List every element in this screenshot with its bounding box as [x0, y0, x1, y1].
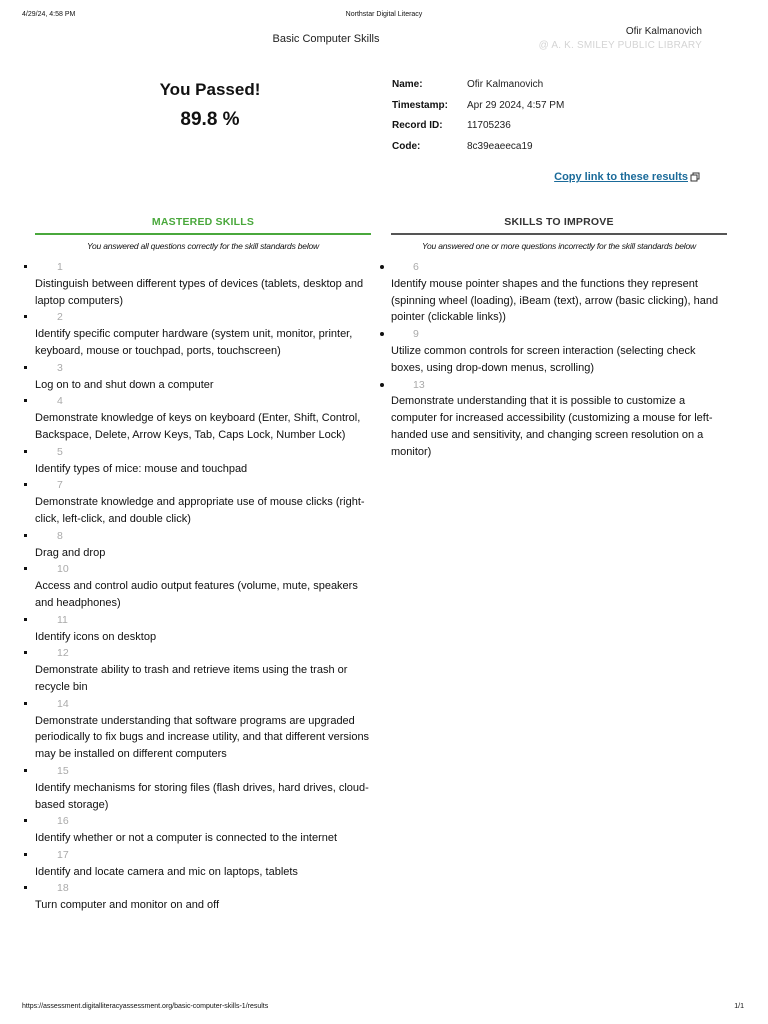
skill-text: Demonstrate understanding that it is possible to customize a computer for increased accessibility (customizing a mouse for left-handed use and sensitivity, and changing screen resolution on a monitor) — [391, 395, 713, 458]
info-value: 11705236 — [467, 120, 511, 132]
info-row-record-id — [392, 120, 564, 141]
skill-item — [35, 360, 371, 394]
mastered-skills-heading: MASTERED SKILLS — [35, 216, 371, 235]
copy-icon — [690, 172, 700, 182]
skill-number: 10 — [57, 563, 69, 576]
skill-text: Identify mechanisms for storing files (flash drives, hard drives, cloud-based storage) — [35, 781, 369, 811]
skill-item — [391, 259, 727, 326]
skill-text: Identify icons on desktop — [35, 630, 157, 643]
result-score: 89.8 % — [180, 109, 240, 130]
skill-text: Identify whether or not a computer is connected to the internet — [35, 832, 338, 845]
skill-number: 8 — [57, 529, 63, 542]
skill-item — [35, 763, 371, 813]
skill-number: 3 — [57, 361, 63, 374]
info-value: Ofir Kalmanovich — [467, 79, 544, 90]
bullet-icon — [380, 265, 384, 269]
print-page-number: 1/1 — [734, 1003, 744, 1010]
skill-text: Demonstrate ability to trash and retrieve items using the trash or recycle bin — [35, 664, 348, 693]
skill-text: Demonstrate knowledge and appropriate use of mouse clicks (right-click, left-click, and double click) — [35, 496, 365, 525]
info-row-timestamp — [392, 100, 564, 121]
bullet-icon — [24, 853, 27, 856]
bullet-icon — [24, 769, 27, 772]
skill-item — [35, 477, 371, 527]
bullet-icon — [24, 366, 27, 369]
skills-to-improve-list — [391, 259, 727, 461]
skills-to-improve-section — [391, 216, 727, 461]
print-title: Northstar Digital Literacy — [345, 11, 423, 18]
skill-item — [391, 377, 727, 461]
user-name: Ofir Kalmanovich — [625, 26, 702, 37]
skill-text: Turn computer and monitor on and off — [35, 899, 220, 912]
skill-number: 15 — [57, 764, 69, 777]
bullet-icon — [24, 265, 27, 268]
bullet-icon — [24, 450, 27, 453]
skill-text: Utilize common controls for screen interaction (selecting check boxes, using drop-down menus, scrolling) — [391, 344, 696, 374]
mastered-skills-subheading: You answered all questions correctly for the skill standards below — [86, 241, 319, 251]
skill-item — [391, 326, 727, 376]
skill-number: 17 — [57, 848, 69, 861]
skill-item — [35, 696, 371, 763]
library-name: @ A. K. SMILEY PUBLIC LIBRARY — [538, 40, 702, 51]
bullet-icon — [24, 819, 27, 822]
result-status: You Passed! — [159, 80, 261, 99]
print-date: 4/29/24, 4:58 PM — [22, 11, 76, 18]
skill-item — [35, 645, 371, 695]
skill-item — [35, 561, 371, 611]
skill-number: 2 — [57, 311, 63, 324]
bullet-icon — [24, 651, 27, 654]
mastered-skills-section — [35, 216, 371, 914]
print-url: https://assessment.digitalliteracyassessment.org/basic-computer-skills-1/results — [22, 1003, 269, 1010]
skills-to-improve-heading: SKILLS TO IMPROVE — [391, 216, 727, 235]
skill-number: 11 — [57, 613, 68, 626]
bullet-icon — [24, 886, 27, 889]
bullet-icon — [24, 483, 27, 486]
info-label: Name: — [392, 79, 423, 90]
skill-text: Drag and drop — [35, 546, 106, 559]
skill-item — [35, 880, 371, 914]
skill-number: 13 — [413, 378, 425, 391]
skill-number: 16 — [57, 815, 69, 828]
record-info — [392, 79, 564, 162]
skill-item — [35, 444, 371, 478]
skill-text: Log on to and shut down a computer — [35, 378, 214, 391]
skill-number: 6 — [413, 261, 419, 273]
bullet-icon — [24, 618, 27, 621]
skill-text: Identify specific computer hardware (system unit, monitor, printer, keyboard, mouse or touchpad, ports, touchscreen) — [35, 328, 353, 357]
skill-number: 9 — [413, 328, 419, 341]
skill-number: 14 — [57, 697, 69, 710]
skill-number: 4 — [57, 395, 63, 408]
skill-item — [35, 612, 371, 646]
info-value: 8c39eaeeca19 — [467, 141, 533, 153]
info-label: Timestamp: — [392, 99, 448, 111]
skill-number: 18 — [57, 882, 69, 895]
skills-to-improve-subheading: You answered one or more questions incorrectly for the skill standards below — [422, 241, 696, 251]
skill-text: Identify types of mice: mouse and touchpad — [35, 462, 248, 475]
skill-item — [35, 847, 371, 881]
skill-text: Identify mouse pointer shapes and the functions they represent (spinning wheel (loading), iBeam (text), arrow (basic clicking), hand pointer (clickable links)) — [391, 277, 719, 324]
bullet-icon — [24, 534, 27, 537]
skill-item — [35, 813, 371, 847]
info-row-name — [392, 79, 564, 100]
skill-text: Demonstrate understanding that software programs are upgraded periodically to fix bugs and increase utility, and that different versions may be installed on different computers — [35, 714, 370, 761]
skill-number: 12 — [57, 647, 69, 660]
bullet-icon — [24, 315, 27, 318]
skill-text: Identify and locate camera and mic on laptops, tablets — [35, 865, 298, 878]
bullet-icon — [380, 332, 384, 336]
info-label: Record ID: — [392, 120, 443, 132]
info-value: Apr 29 2024, 4:57 PM — [467, 99, 565, 111]
copy-link-label: Copy link to these results — [554, 171, 688, 183]
skill-item — [35, 309, 371, 359]
skill-item — [35, 259, 371, 309]
skill-number: 1 — [57, 261, 63, 273]
skill-text: Distinguish between different types of devices (tablets, desktop and laptop computers) — [35, 277, 364, 307]
info-label: Code: — [392, 141, 421, 153]
course-title: Basic Computer Skills — [272, 33, 380, 45]
skill-number: 5 — [57, 445, 63, 458]
skill-item — [35, 528, 371, 562]
bullet-icon — [24, 567, 27, 570]
skill-number: 7 — [57, 479, 63, 492]
skill-text: Demonstrate knowledge of keys on keyboard (Enter, Shift, Control, Backspace, Delete, Arrow Keys, Tab, Caps Lock, Number Lock) — [35, 412, 361, 441]
bullet-icon — [24, 702, 27, 705]
info-row-code — [392, 141, 564, 162]
bullet-icon — [380, 383, 384, 387]
copy-link-button[interactable] — [554, 171, 700, 183]
skill-text: Access and control audio output features (volume, mute, speakers and headphones) — [35, 580, 358, 609]
mastered-skills-list — [35, 259, 371, 914]
skill-item — [35, 393, 371, 443]
bullet-icon — [24, 399, 27, 402]
